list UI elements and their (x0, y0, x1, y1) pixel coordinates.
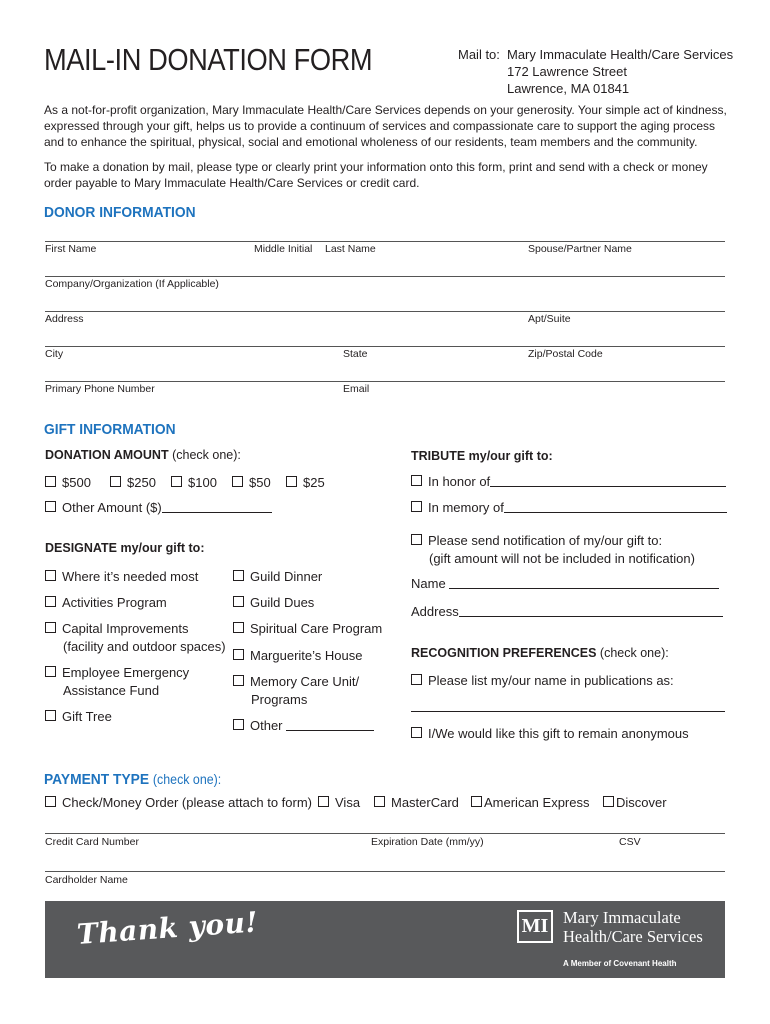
notify-name-field[interactable]: Name (411, 575, 719, 593)
publication-name-input[interactable] (411, 711, 725, 712)
notify-address-field[interactable]: Address (411, 603, 723, 621)
designate-marguerites-house-checkbox[interactable]: Marguerite’s House (233, 647, 362, 665)
org-name-line2: Health/Care Services (563, 927, 703, 946)
notification-checkbox[interactable]: Please send notification of my/our gift to: (411, 532, 662, 550)
expiration-label: Expiration Date (mm/yy) (371, 836, 484, 848)
designate-spiritual-care-checkbox[interactable]: Spiritual Care Program (233, 620, 382, 638)
spouse-label: Spouse/Partner Name (528, 243, 632, 255)
designate-employee-note: Assistance Fund (63, 683, 160, 698)
phone-label: Primary Phone Number (45, 383, 155, 395)
mail-to-label: Mail to: (458, 47, 500, 62)
designate-heading: DESIGNATE my/our gift to: (45, 541, 205, 555)
designate-activities-checkbox[interactable]: Activities Program (45, 594, 167, 612)
payment-mastercard-checkbox[interactable]: MasterCard (374, 794, 459, 812)
other-amount-input[interactable] (162, 500, 272, 513)
other-amount-checkbox[interactable]: Other Amount ($) (45, 499, 272, 517)
company-label: Company/Organization (If Applicable) (45, 278, 219, 290)
designate-guild-dinner-checkbox[interactable]: Guild Dinner (233, 568, 322, 586)
amount-25-checkbox[interactable]: $25 (286, 474, 325, 492)
address-input-line[interactable] (45, 311, 725, 312)
payment-amex-checkbox[interactable]: American Express (471, 794, 589, 812)
tribute-heading: TRIBUTE my/our gift to: (411, 449, 553, 463)
apt-label: Apt/Suite (528, 313, 571, 325)
amount-500-checkbox[interactable]: $500 (45, 474, 91, 492)
csv-label: CSV (619, 836, 641, 848)
cardholder-label: Cardholder Name (45, 874, 128, 886)
in-memory-input[interactable] (504, 500, 727, 513)
card-number-input-line[interactable] (45, 833, 725, 834)
donor-section-heading: DONOR INFORMATION (44, 204, 196, 221)
city-label: City (45, 348, 64, 360)
in-honor-checkbox[interactable]: In honor of (411, 473, 726, 491)
designate-other-input[interactable] (286, 718, 374, 731)
designate-employee-checkbox[interactable]: Employee Emergency (45, 664, 189, 682)
org-name (563, 908, 703, 946)
designate-memory-care-checkbox[interactable]: Memory Care Unit/ (233, 673, 359, 691)
anonymous-checkbox[interactable]: I/We would like this gift to remain anonymous (411, 725, 689, 743)
footer-banner (45, 901, 725, 978)
designate-capital-note: (facility and outdoor spaces) (63, 639, 226, 654)
first-name-label: First Name (45, 243, 97, 255)
donation-amount-heading: DONATION AMOUNT (check one): (45, 448, 241, 462)
member-text: A Member of Covenant Health (563, 959, 677, 968)
last-name-label: Last Name (325, 243, 376, 255)
designate-other-checkbox[interactable]: Other (233, 717, 374, 735)
intro-paragraph: As a not-for-profit organization, Mary Immaculate Health/Care Services depends on your generosity. Your simple act of kindness, expressed through your gift, helps us to provide a continuum of services and compassionate care to support the aging process and to enhance the spiritual, physical, social and emotional wholeness of our residents, team members and the community. (44, 103, 727, 149)
in-memory-checkbox[interactable]: In memory of (411, 499, 727, 517)
payment-discover-checkbox[interactable]: Discover (603, 794, 667, 812)
zip-label: Zip/Postal Code (528, 348, 603, 360)
mail-to-line: Mary Immaculate Health/Care Services (507, 47, 734, 62)
designate-memory-care-note: Programs (251, 692, 308, 707)
publication-checkbox[interactable]: Please list my/our name in publications as: (411, 672, 674, 690)
mail-to-line: Lawrence, MA 01841 (507, 81, 630, 96)
mail-to-line: 172 Lawrence Street (507, 64, 627, 79)
city-input-line[interactable] (45, 346, 725, 347)
designate-gift-tree-checkbox[interactable]: Gift Tree (45, 708, 112, 726)
logo-mark: MI (517, 910, 553, 943)
payment-visa-checkbox[interactable]: Visa (318, 794, 360, 812)
page-title: MAIL-IN DONATION FORM (44, 42, 373, 77)
amount-250-checkbox[interactable]: $250 (110, 474, 156, 492)
amount-50-checkbox[interactable]: $50 (232, 474, 271, 492)
state-label: State (343, 348, 368, 360)
mail-to-block (458, 46, 734, 96)
notification-note: (gift amount will not be included in notification) (429, 551, 695, 566)
org-name-line1: Mary Immaculate (563, 908, 681, 927)
designate-capital-checkbox[interactable]: Capital Improvements (45, 620, 188, 638)
gift-section-heading: GIFT INFORMATION (44, 421, 176, 438)
middle-initial-label: Middle Initial (254, 243, 313, 255)
instructions-paragraph: To make a donation by mail, please type or clearly print your information onto this form, print and send with a check or money order payable to Mary Immaculate Health/Care Services or credit card. (44, 160, 708, 190)
card-number-label: Credit Card Number (45, 836, 139, 848)
amount-100-checkbox[interactable]: $100 (171, 474, 217, 492)
cardholder-input-line[interactable] (45, 871, 725, 872)
in-honor-input[interactable] (490, 474, 726, 487)
thank-you-text: Thank you! (75, 905, 260, 951)
recognition-heading: RECOGNITION PREFERENCES (check one): (411, 646, 669, 660)
designate-guild-dues-checkbox[interactable]: Guild Dues (233, 594, 314, 612)
address-label: Address (45, 313, 84, 325)
payment-section-heading: PAYMENT TYPE (check one): (44, 771, 222, 788)
company-input-line[interactable] (45, 276, 725, 277)
phone-input-line[interactable] (45, 381, 725, 382)
email-label: Email (343, 383, 370, 395)
designate-needed-most-checkbox[interactable]: Where it’s needed most (45, 568, 198, 586)
payment-check-checkbox[interactable]: Check/Money Order (please attach to form) (45, 794, 312, 812)
name-input-line[interactable] (45, 241, 725, 242)
